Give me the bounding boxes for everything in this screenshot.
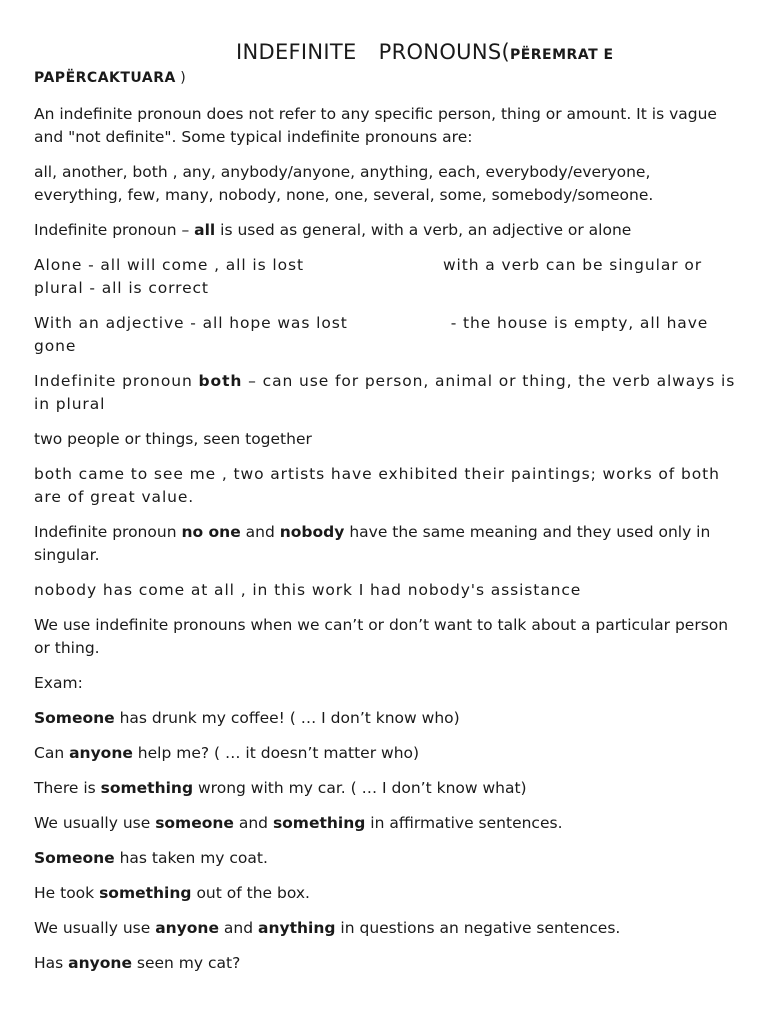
exam-label: Exam: — [34, 674, 83, 692]
example-bold: anyone — [69, 744, 133, 762]
example-pre: He took — [34, 884, 100, 902]
noone-heading — [34, 521, 736, 567]
affirm-bold-2: something — [272, 814, 366, 832]
example-line — [34, 952, 736, 975]
both-heading-pre: Indefinite pronoun — [34, 372, 199, 390]
example-bold: something — [99, 884, 192, 902]
affirm-mid: and — [233, 814, 273, 832]
neg-bold-2: anything — [258, 919, 336, 937]
document-body — [34, 103, 736, 987]
all-heading-post: is used as general, with a verb, an adjective or alone — [215, 221, 632, 239]
all-heading — [34, 219, 736, 242]
title-albanian-b: PAPËRCAKTUARA — [34, 70, 176, 86]
all-alone-b: with a verb can be singular or plural - all is correct — [34, 256, 702, 297]
affirmative-rule — [34, 812, 736, 835]
all-adj-b: - the house is empty, all have gone — [34, 314, 709, 355]
title-continuation — [34, 70, 186, 86]
example-bold: anyone — [68, 954, 132, 972]
example-line — [34, 707, 736, 730]
example-post: has drunk my coffee! ( … I don’t know who) — [114, 709, 460, 727]
noone-mid: and — [240, 523, 280, 541]
both-bold: both — [198, 372, 243, 390]
example-line — [34, 777, 736, 800]
noone-pre: Indefinite pronoun — [34, 523, 182, 541]
example-post: has taken my coat. — [114, 849, 268, 867]
nobody-bold: nobody — [279, 523, 345, 541]
example-line — [34, 847, 736, 870]
neg-post: in questions an negative sentences. — [335, 919, 621, 937]
example-post: out of the box. — [191, 884, 310, 902]
title-albanian-a: PËREMRAT E — [509, 47, 614, 63]
example-pre: Has — [34, 954, 69, 972]
title-main-a: INDEFINITE — [236, 40, 357, 64]
example-line — [34, 882, 736, 905]
neg-pre: We usually use — [34, 919, 156, 937]
neg-mid: and — [218, 919, 258, 937]
affirm-pre: We usually use — [34, 814, 156, 832]
affirm-post: in affirmative sentences. — [365, 814, 563, 832]
example-bold: something — [100, 779, 194, 797]
both-heading-post: – can use for person, animal or thing, the verb always is in plural — [34, 372, 736, 413]
both-line2: two people or things, seen together — [34, 430, 312, 448]
affirm-bold-1: someone — [155, 814, 234, 832]
example-pre: There is — [34, 779, 101, 797]
page-title — [236, 40, 614, 64]
intro-paragraph: An indefinite pronoun does not refer to any specific person, thing or amount. It is vague and "not definite". Some typical indefinite pronouns are: — [34, 105, 717, 146]
noone-post: have the same meaning and they used only in singular. — [34, 523, 711, 564]
title-main-b: PRONOUNS( — [378, 40, 510, 64]
example-post: seen my cat? — [131, 954, 241, 972]
negative-rule — [34, 917, 736, 940]
example-bold: Someone — [34, 849, 115, 867]
all-heading-pre: Indefinite pronoun – — [34, 221, 195, 239]
example-pre: Can — [34, 744, 70, 762]
all-adj-a: With an adjective - all hope was lost — [34, 314, 348, 332]
all-bold: all — [194, 221, 216, 239]
noone-bold: no one — [181, 523, 241, 541]
example-post: help me? ( … it doesn’t matter who) — [132, 744, 420, 762]
usage-paragraph: We use indefinite pronouns when we can’t or don’t want to talk about a particular person or thing. — [34, 616, 729, 657]
both-heading — [34, 370, 736, 416]
all-alone-a: Alone - all will come , all is lost — [34, 256, 304, 274]
all-adjective-example — [34, 312, 736, 358]
noone-example: nobody has come at all , in this work I had nobody's assistance — [34, 581, 582, 599]
example-post: wrong with my car. ( … I don’t know what) — [193, 779, 527, 797]
example-line — [34, 742, 736, 765]
all-alone-example — [34, 254, 736, 300]
title-close: ) — [175, 70, 186, 86]
pronoun-list: all, another, both , any, anybody/anyone, anything, each, everybody/everyone, everything, few, many, nobody, none, one, several, some, somebody/someone. — [34, 163, 654, 204]
example-bold: Someone — [34, 709, 115, 727]
both-example: both came to see me , two artists have exhibited their paintings; works of both are of great value. — [34, 465, 720, 506]
neg-bold-1: anyone — [155, 919, 219, 937]
